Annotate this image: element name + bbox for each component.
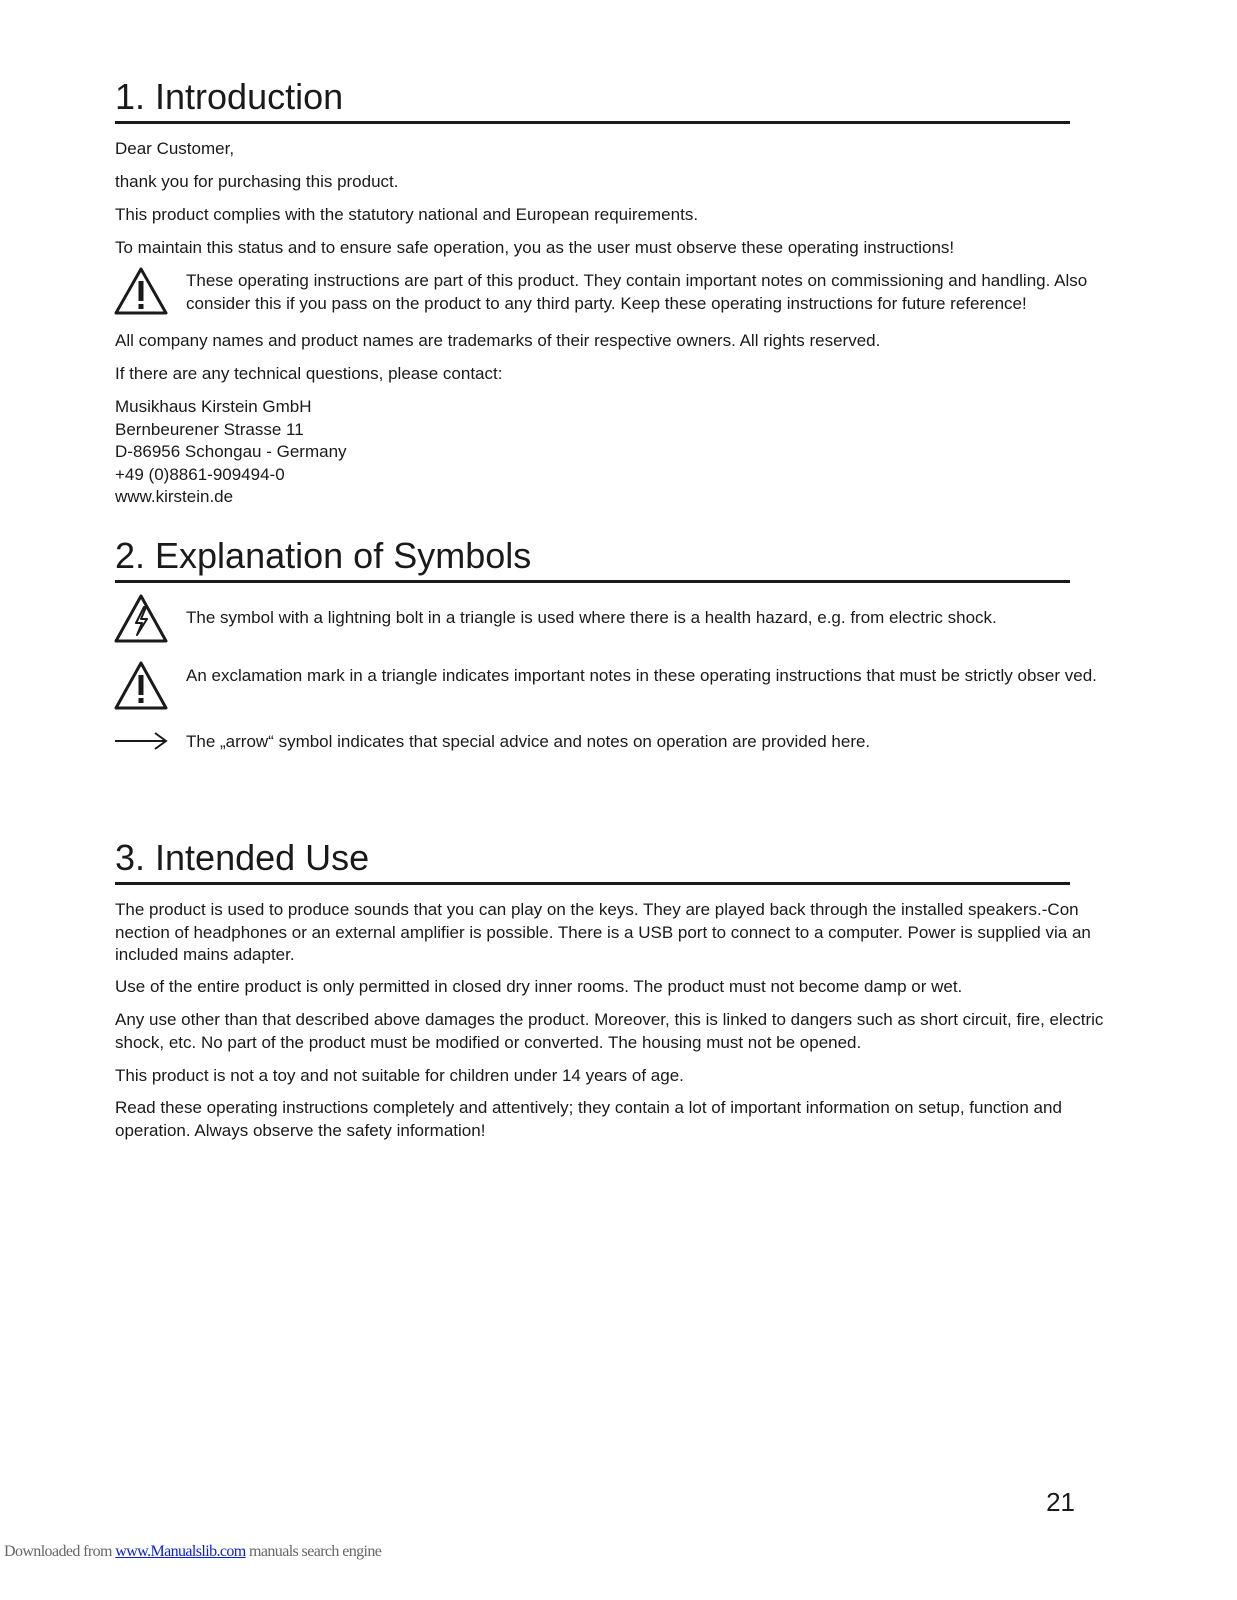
trademarks-text: All company names and product names are trademarks of their respective owners. All rights reserved. bbox=[115, 331, 881, 350]
section-heading-symbols: 2. Explanation of Symbols bbox=[115, 534, 1070, 583]
exclamation-warning-icon bbox=[113, 266, 169, 316]
arrow-right-icon bbox=[113, 731, 169, 751]
footer-prefix: Downloaded from bbox=[4, 1543, 116, 1560]
lightning-symbol-text: The symbol with a lightning bolt in a triangle is used where there is a health hazard, e.g. from electric shock. bbox=[186, 608, 997, 627]
address-website: www.kirstein.de bbox=[115, 487, 234, 506]
intended-use-paragraph-4: This product is not a toy and not suitable for children under 14 years of age. bbox=[115, 1066, 684, 1085]
exclamation-warning-icon bbox=[113, 660, 169, 712]
intended-use-paragraph-5: Read these operating instructions completely and attentively; they contain a lot of important information on setup, function and operation. Always observe the safety information! bbox=[115, 1098, 1062, 1140]
intended-use-paragraph-2: Use of the entire product is only permitted in closed dry inner rooms. The product must not become damp or wet. bbox=[115, 977, 963, 996]
instructions-note-text: These operating instructions are part of this product. They contain important notes on commissioning and handling. Also consider this if you pass on the product to any third party. Keep these operating instructions for future reference! bbox=[186, 271, 1088, 313]
section-heading-introduction: 1. Introduction bbox=[115, 75, 1070, 124]
address-phone: +49 (0)8861-909494-0 bbox=[115, 464, 285, 484]
complies-text: This product complies with the statutory national and European requirements. bbox=[115, 205, 699, 224]
footer-suffix: manuals search engine bbox=[245, 1543, 382, 1560]
exclamation-symbol-text: An exclamation mark in a triangle indicates important notes in these operating instructions that must be strictly obser ved. bbox=[186, 666, 1097, 685]
address-company: Musikhaus Kirstein GmbH bbox=[115, 397, 312, 416]
maintain-text: To maintain this status and to ensure safe operation, you as the user must observe these operating instructions! bbox=[115, 238, 955, 257]
intended-use-paragraph-3: Any use other than that described above damages the product. Moreover, this is linked to dangers such as short circuit, fire, electric shock, etc. No part of the product must be modified or converted. The housing must not be opened. bbox=[115, 1010, 1104, 1052]
thanks-text: thank you for purchasing this product. bbox=[115, 172, 399, 191]
arrow-symbol-text: The „arrow“ symbol indicates that special advice and notes on operation are provided here. bbox=[186, 732, 871, 751]
section-heading-intended-use: 3. Intended Use bbox=[115, 836, 1070, 885]
download-footer bbox=[4, 1541, 381, 1563]
intended-use-paragraph-1: The product is used to produce sounds that you can play on the keys. They are played back through the installed speakers.-Con nection of headphones or an external amplifier is possible. There is a USB port to connect to a computer. Power is supplied via an included mains adapter. bbox=[115, 900, 1091, 964]
address-city: D-86956 Schongau - Germany bbox=[115, 442, 347, 461]
page-number: 21 bbox=[1046, 1487, 1075, 1517]
contact-address bbox=[115, 396, 1125, 509]
lightning-warning-icon bbox=[113, 593, 169, 645]
greeting-text: Dear Customer, bbox=[115, 139, 235, 158]
manualslib-link[interactable]: www.Manualslib.com bbox=[115, 1543, 246, 1560]
contact-lead-text: If there are any technical questions, please contact: bbox=[115, 364, 503, 383]
address-street: Bernbeurener Strasse 11 bbox=[115, 419, 304, 439]
